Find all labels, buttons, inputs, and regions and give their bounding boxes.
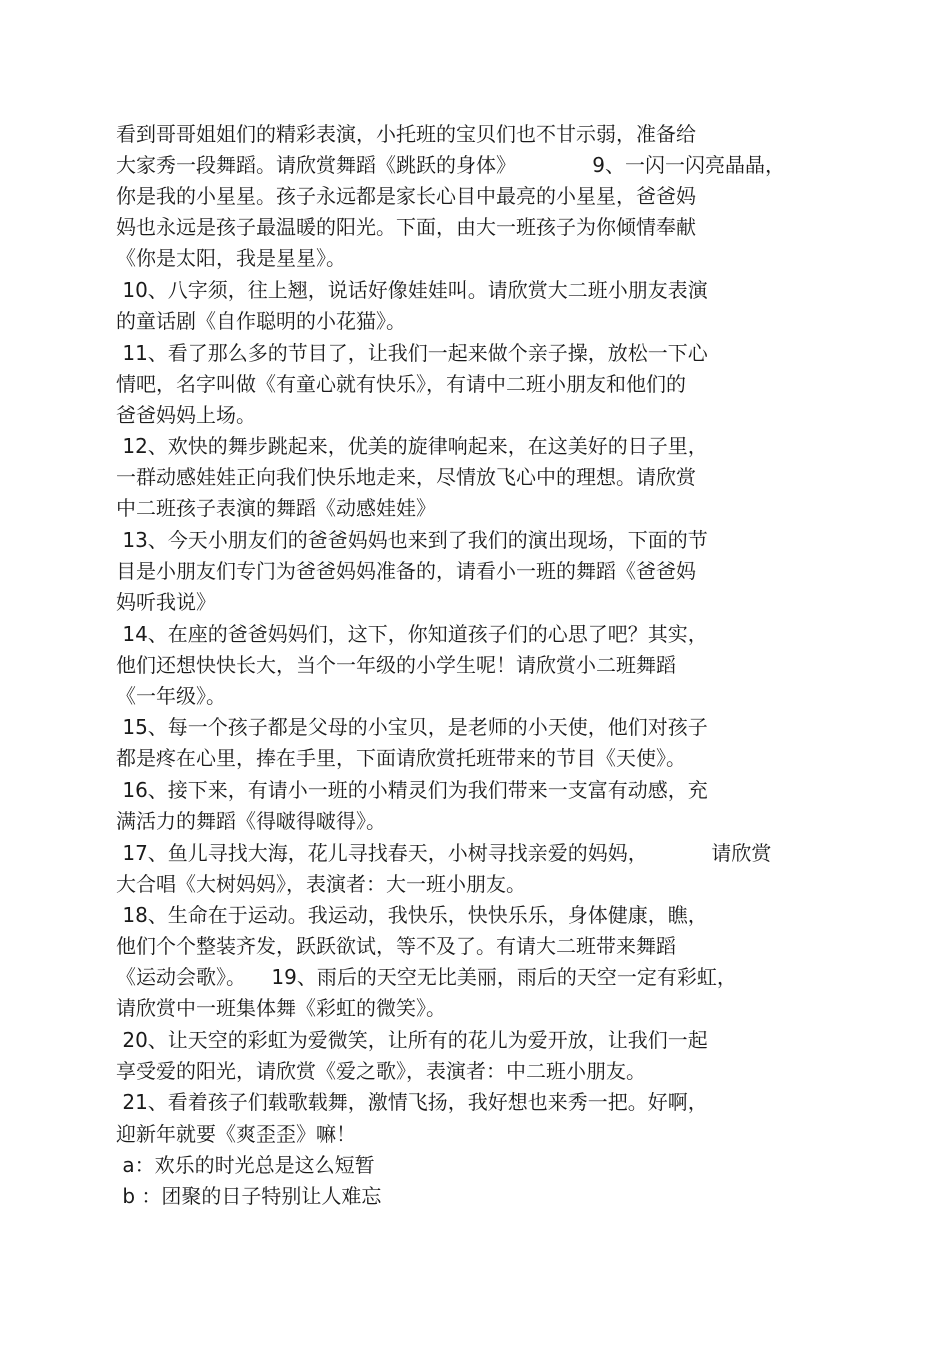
text-line-5: 《你是太阳，我是星星》。 bbox=[116, 246, 346, 270]
text-line-24: 17、鱼儿寻找大海，花儿寻找春天，小树寻找亲爱的妈妈， 请欣赏 bbox=[116, 841, 772, 865]
text-line-32: 21、看着孩子们载歌载舞，激情飞扬，我好想也来秀一把。好啊， bbox=[116, 1090, 708, 1114]
text-line-29: 请欣赏中一班集体舞《彩虹的微笑》。 bbox=[116, 996, 446, 1020]
text-line-4: 妈也永远是孩子最温暖的阳光。下面，由大一班孩子为你倾情奉献 bbox=[116, 215, 696, 239]
text-line-11: 12、欢快的舞步跳起来，优美的旋律响起来，在这美好的日子里， bbox=[116, 434, 708, 458]
text-line-26: 18、生命在于运动。我运动，我快乐，快快乐乐，身体健康，瞧， bbox=[116, 903, 708, 927]
text-line-20: 15、每一个孩子都是父母的小宝贝，是老师的小天使，他们对孩子 bbox=[116, 715, 708, 739]
text-line-16: 妈听我说》 bbox=[116, 590, 216, 614]
text-line-21: 都是疼在心里，捧在手里，下面请欣赏托班带来的节目《天使》。 bbox=[116, 746, 686, 770]
text-line-27: 他们个个整装齐发，跃跃欲试，等不及了。有请大二班带来舞蹈 bbox=[116, 934, 676, 958]
text-line-9: 情吧，名字叫做《有童心就有快乐》，有请中二班小朋友和他们的 bbox=[116, 372, 686, 396]
text-line-3: 你是我的小星星。孩子永远都是家长心目中最亮的小星星，爸爸妈 bbox=[116, 184, 696, 208]
text-line-10: 爸爸妈妈上场。 bbox=[116, 403, 256, 427]
text-line-6: 10、八字须，往上翘，说话好像娃娃叫。请欣赏大二班小朋友表演 bbox=[116, 278, 708, 302]
text-line-17: 14、在座的爸爸妈妈们，这下，你知道孩子们的心思了吧？其实， bbox=[116, 622, 708, 646]
text-line-30: 20、让天空的彩虹为爱微笑，让所有的花儿为爱开放，让我们一起 bbox=[116, 1028, 708, 1052]
text-line-15: 目是小朋友们专门为爸爸妈妈准备的，请看小一班的舞蹈《爸爸妈 bbox=[116, 559, 696, 583]
text-line-14: 13、今天小朋友们的爸爸妈妈也来到了我们的演出现场，下面的节 bbox=[116, 528, 708, 552]
text-line-31: 享受爱的阳光，请欣赏《爱之歌》，表演者：中二班小朋友。 bbox=[116, 1059, 646, 1083]
text-line-19: 《一年级》。 bbox=[116, 684, 226, 708]
text-line-25: 大合唱《大树妈妈》，表演者：大一班小朋友。 bbox=[116, 872, 526, 896]
text-line-35: b ：团聚的日子特别让人难忘 bbox=[116, 1184, 382, 1208]
text-line-23: 满活力的舞蹈《得啵得啵得》。 bbox=[116, 809, 386, 833]
text-line-18: 他们还想快快长大，当个一年级的小学生呢！请欣赏小二班舞蹈 bbox=[116, 653, 676, 677]
text-line-33: 迎新年就要《爽歪歪》嘛！ bbox=[116, 1122, 356, 1146]
text-line-12: 一群动感娃娃正向我们快乐地走来，尽情放飞心中的理想。请欣赏 bbox=[116, 465, 696, 489]
text-line-22: 16、接下来，有请小一班的小精灵们为我们带来一支富有动感，充 bbox=[116, 778, 708, 802]
text-line-13: 中二班孩子表演的舞蹈《动感娃娃》 bbox=[116, 496, 436, 520]
text-line-34: a：欢乐的时光总是这么短暂 bbox=[116, 1153, 375, 1177]
text-line-7: 的童话剧《自作聪明的小花猫》。 bbox=[116, 309, 406, 333]
text-line-8: 11、看了那么多的节目了，让我们一起来做个亲子操，放松一下心 bbox=[116, 341, 708, 365]
text-line-28: 《运动会歌》。 19、雨后的天空无比美丽，雨后的天空一定有彩虹， bbox=[116, 965, 737, 989]
text-line-1: 看到哥哥姐姐们的精彩表演，小托班的宝贝们也不甘示弱，准备给 bbox=[116, 122, 696, 146]
text-line-2: 大家秀一段舞蹈。请欣赏舞蹈《跳跃的身体》 9、一闪一闪亮晶晶， bbox=[116, 153, 786, 177]
